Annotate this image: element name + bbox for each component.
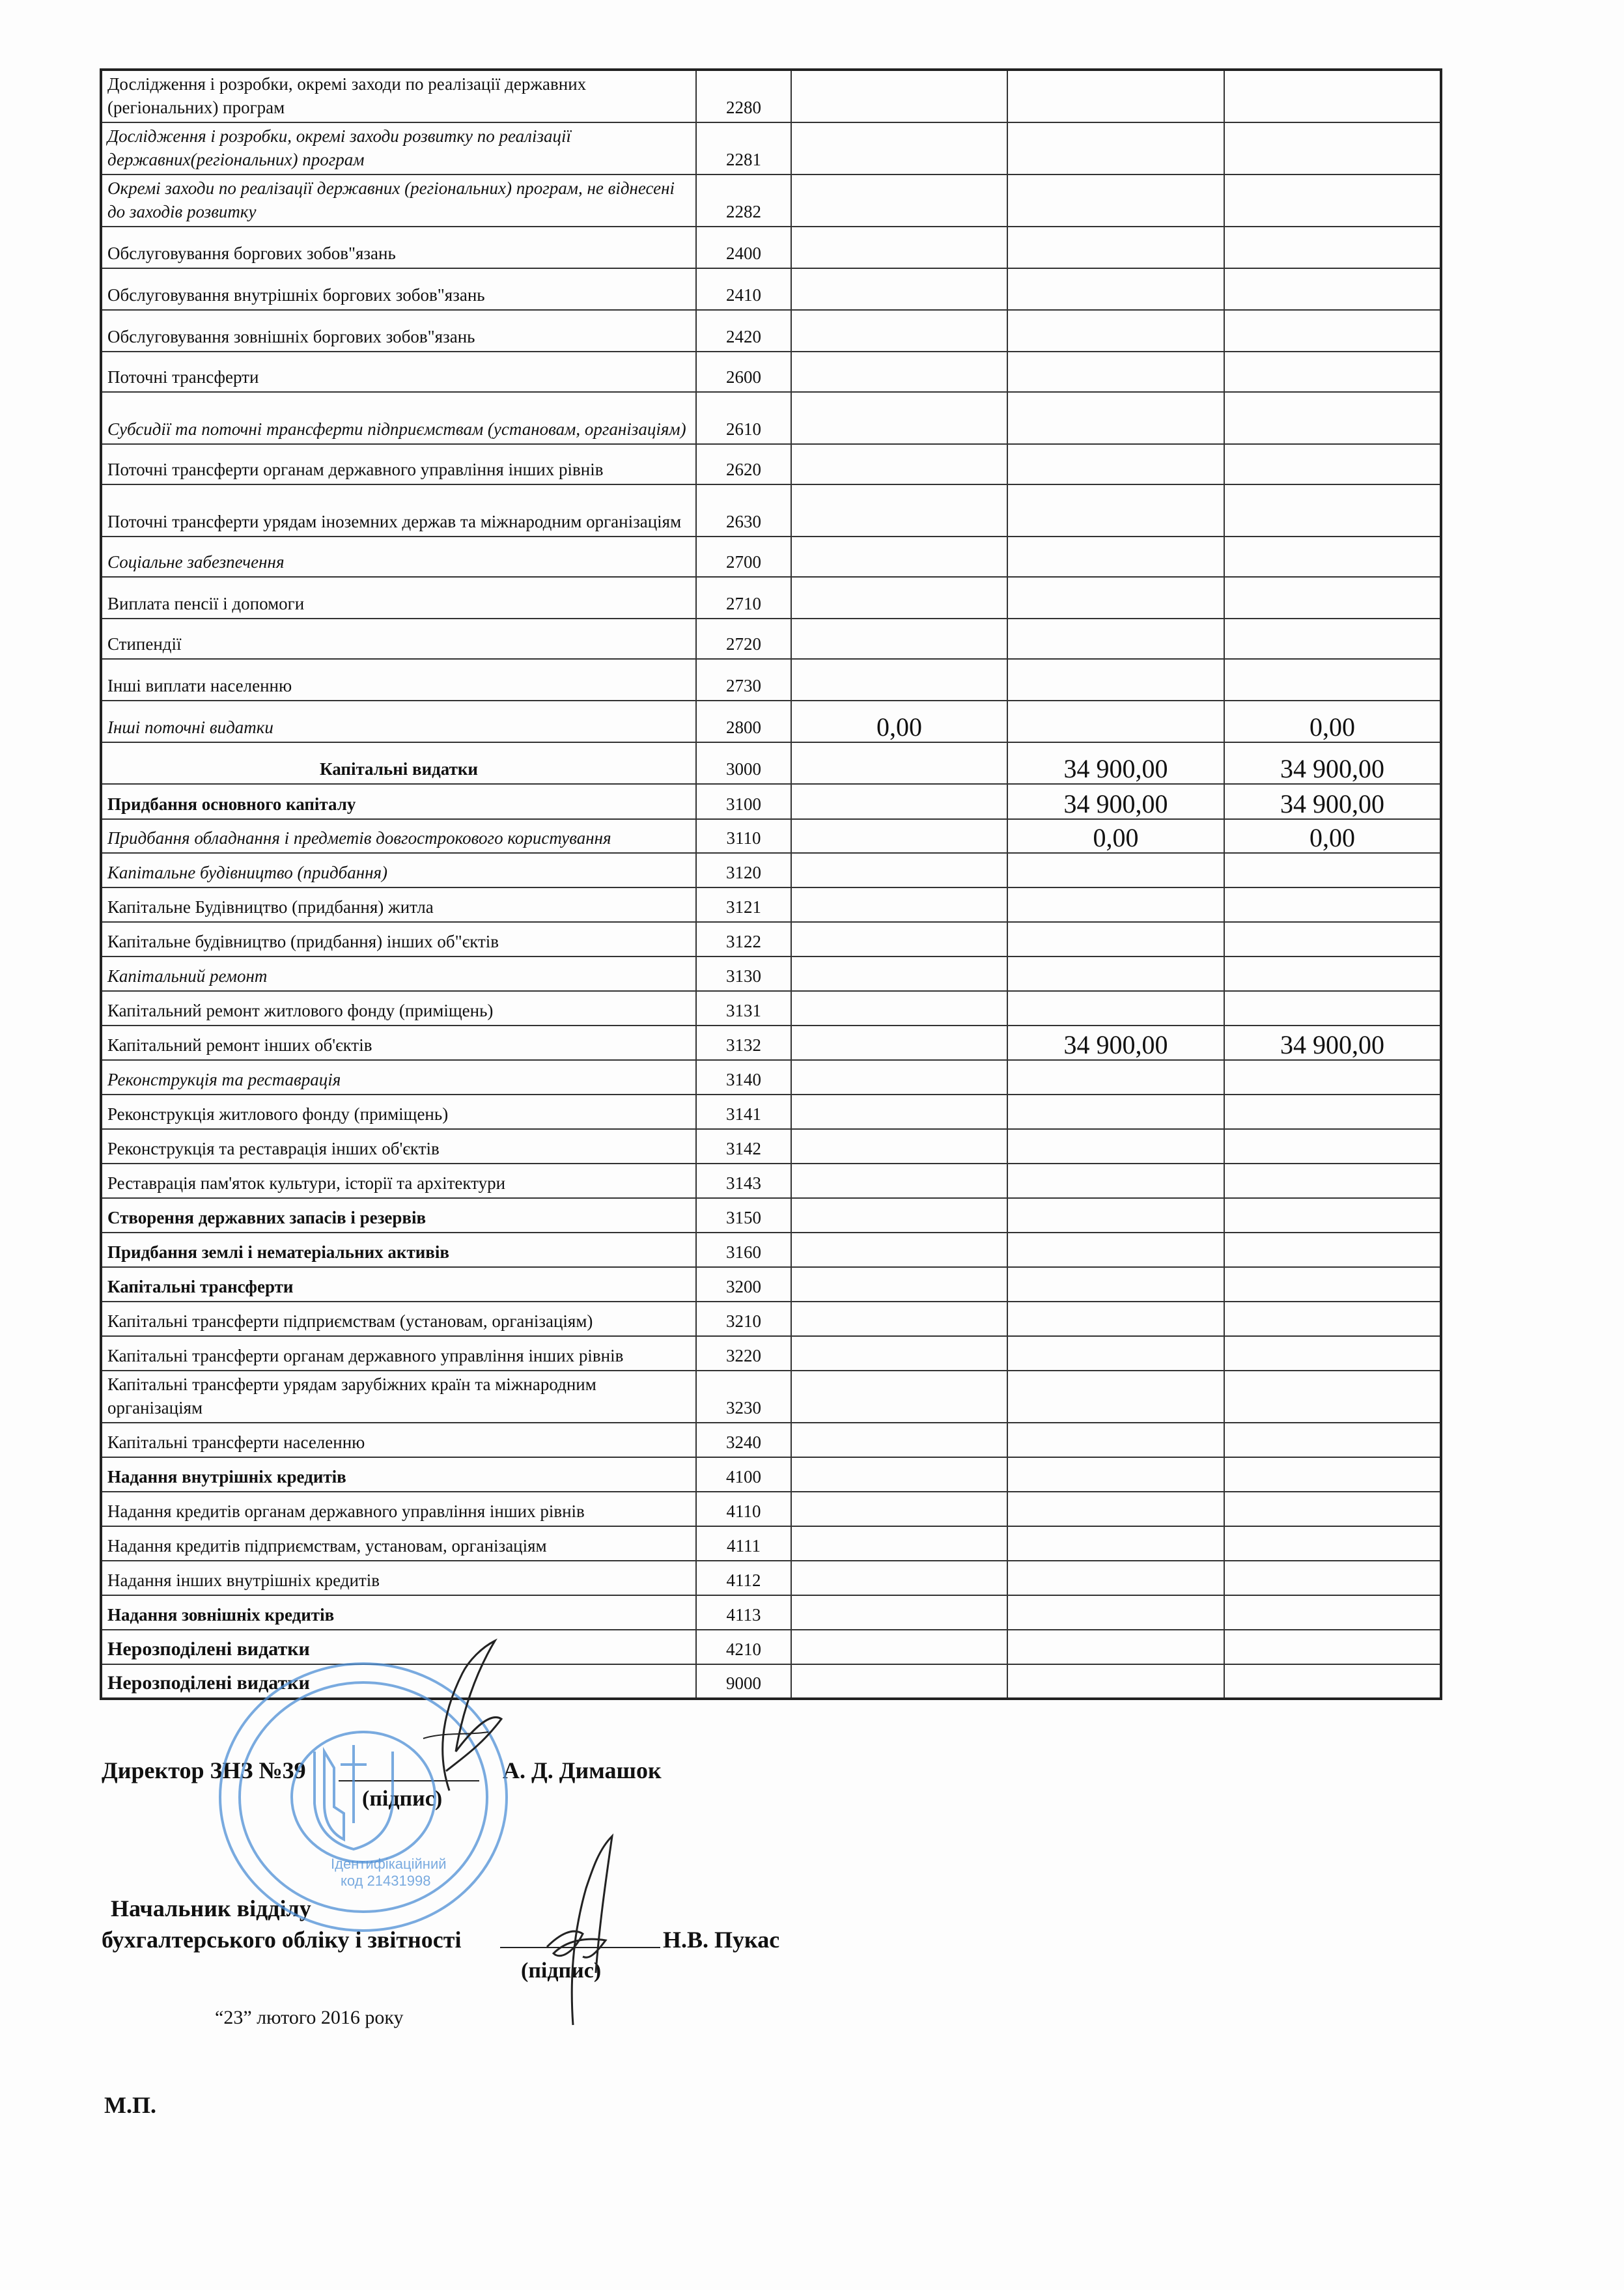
row-value-col1 <box>791 659 1007 701</box>
row-name: Реконструкція та реставрація <box>101 1060 696 1095</box>
row-value-col3 <box>1224 1302 1441 1336</box>
row-name: Надання кредитів органам державного управління інших рівнів <box>101 1492 696 1526</box>
table-row <box>101 853 1441 887</box>
row-value-col2: 34 900,00 <box>1007 1026 1224 1060</box>
row-code: 3160 <box>696 1233 791 1267</box>
row-value-col3 <box>1224 268 1441 310</box>
row-name: Капітальні трансферти урядам зарубіжних країн та міжнародним організаціям <box>101 1371 696 1423</box>
table-row <box>101 701 1441 742</box>
table-row <box>101 70 1441 122</box>
row-code: 3131 <box>696 991 791 1026</box>
row-code: 2610 <box>696 392 791 444</box>
row-value-col3 <box>1224 659 1441 701</box>
document-date: “23” лютого 2016 року <box>215 2007 404 2028</box>
row-name: Обслуговування зовнішніх боргових зобов"язань <box>101 310 696 352</box>
row-value-col3 <box>1224 1129 1441 1164</box>
row-value-col2 <box>1007 659 1224 701</box>
signature-label-head: (підпис) <box>521 1959 602 1983</box>
row-value-col1 <box>791 1457 1007 1492</box>
table-row <box>101 392 1441 444</box>
row-value-col1 <box>791 577 1007 619</box>
row-value-col1: 0,00 <box>791 701 1007 742</box>
row-value-col3: 0,00 <box>1224 701 1441 742</box>
row-value-col1 <box>791 537 1007 577</box>
table-row <box>101 956 1441 991</box>
row-name: Виплата пенсії і допомоги <box>101 577 696 619</box>
row-value-col2 <box>1007 392 1224 444</box>
row-code: 3110 <box>696 819 791 853</box>
row-code: 4100 <box>696 1457 791 1492</box>
row-value-col3 <box>1224 887 1441 922</box>
row-value-col2 <box>1007 1267 1224 1302</box>
row-value-col2 <box>1007 1457 1224 1492</box>
row-value-col2 <box>1007 444 1224 484</box>
row-code: 3200 <box>696 1267 791 1302</box>
row-value-col1 <box>791 1302 1007 1336</box>
table-row <box>101 352 1441 392</box>
table-row <box>101 819 1441 853</box>
row-value-col2 <box>1007 1664 1224 1699</box>
row-code: 4112 <box>696 1561 791 1595</box>
row-value-col1 <box>791 1060 1007 1095</box>
row-value-col3: 34 900,00 <box>1224 784 1441 819</box>
row-name: Надання внутрішніх кредитів <box>101 1457 696 1492</box>
row-value-col3 <box>1224 444 1441 484</box>
row-name: Стипендії <box>101 619 696 659</box>
row-code: 2710 <box>696 577 791 619</box>
row-code: 2620 <box>696 444 791 484</box>
row-value-col1 <box>791 70 1007 122</box>
row-value-col3 <box>1224 392 1441 444</box>
table-row <box>101 268 1441 310</box>
row-code: 3120 <box>696 853 791 887</box>
row-value-col1 <box>791 1371 1007 1423</box>
row-value-col1 <box>791 1336 1007 1371</box>
row-value-col2 <box>1007 268 1224 310</box>
row-name: Надання інших внутрішніх кредитів <box>101 1561 696 1595</box>
row-value-col1 <box>791 1129 1007 1164</box>
row-code: 2280 <box>696 70 791 122</box>
row-value-col3 <box>1224 1371 1441 1423</box>
row-code: 9000 <box>696 1664 791 1699</box>
row-name: Соціальне забезпечення <box>101 537 696 577</box>
signature-label-director: (підпис) <box>362 1787 443 1811</box>
row-name: Нерозподілені видатки <box>101 1630 696 1664</box>
row-value-col3 <box>1224 956 1441 991</box>
row-value-col2 <box>1007 922 1224 956</box>
row-value-col1 <box>791 1561 1007 1595</box>
row-code: 2600 <box>696 352 791 392</box>
row-value-col1 <box>791 1026 1007 1060</box>
row-value-col3 <box>1224 1060 1441 1095</box>
row-code: 2720 <box>696 619 791 659</box>
row-value-col2 <box>1007 537 1224 577</box>
row-value-col1 <box>791 956 1007 991</box>
row-code: 2800 <box>696 701 791 742</box>
row-value-col2 <box>1007 1492 1224 1526</box>
row-name: Створення державних запасів і резервів <box>101 1198 696 1233</box>
table-row <box>101 887 1441 922</box>
table-row <box>101 784 1441 819</box>
row-value-col3 <box>1224 484 1441 537</box>
row-value-col3 <box>1224 352 1441 392</box>
row-value-col2 <box>1007 1060 1224 1095</box>
table-row <box>101 1595 1441 1630</box>
row-value-col3 <box>1224 175 1441 227</box>
row-value-col3: 34 900,00 <box>1224 1026 1441 1060</box>
table-row <box>101 1423 1441 1457</box>
row-value-col3 <box>1224 227 1441 268</box>
row-value-col1 <box>791 1595 1007 1630</box>
row-name: Обслуговування боргових зобов"язань <box>101 227 696 268</box>
row-code: 3141 <box>696 1095 791 1129</box>
head-title-line1: Начальник відділу <box>111 1895 311 1921</box>
row-name: Надання кредитів підприємствам, установам, організаціям <box>101 1526 696 1561</box>
row-value-col2 <box>1007 1302 1224 1336</box>
row-value-col2 <box>1007 175 1224 227</box>
row-value-col2 <box>1007 701 1224 742</box>
table-row <box>101 310 1441 352</box>
row-code: 3132 <box>696 1026 791 1060</box>
table-row <box>101 444 1441 484</box>
row-value-col1 <box>791 1526 1007 1561</box>
budget-expenditure-table <box>100 68 1442 1700</box>
row-value-col2: 34 900,00 <box>1007 784 1224 819</box>
row-code: 3210 <box>696 1302 791 1336</box>
row-value-col1 <box>791 991 1007 1026</box>
row-value-col2 <box>1007 991 1224 1026</box>
row-code: 2420 <box>696 310 791 352</box>
row-code: 3143 <box>696 1164 791 1198</box>
row-value-col2 <box>1007 619 1224 659</box>
row-name: Дослідження і розробки, окремі заходи розвитку по реалізації державних(регіональних) програм <box>101 122 696 175</box>
row-value-col1 <box>791 1233 1007 1267</box>
row-value-col1 <box>791 1198 1007 1233</box>
row-name: Поточні трансферти <box>101 352 696 392</box>
row-value-col3 <box>1224 537 1441 577</box>
row-value-col1 <box>791 310 1007 352</box>
row-value-col3 <box>1224 1095 1441 1129</box>
row-value-col3 <box>1224 853 1441 887</box>
row-value-col2 <box>1007 956 1224 991</box>
row-name: Капітальні видатки <box>101 742 696 784</box>
table-row <box>101 991 1441 1026</box>
table-row <box>101 1302 1441 1336</box>
row-value-col1 <box>791 742 1007 784</box>
row-value-col2 <box>1007 853 1224 887</box>
seal-placeholder-mp: М.П. <box>104 2092 156 2118</box>
table-row <box>101 1164 1441 1198</box>
table-row <box>101 922 1441 956</box>
director-title: Директор ЗНЗ №39 <box>102 1757 306 1783</box>
table-row <box>101 1336 1441 1371</box>
row-code: 2700 <box>696 537 791 577</box>
row-name: Капітальне будівництво (придбання) <box>101 853 696 887</box>
row-code: 4210 <box>696 1630 791 1664</box>
table-row <box>101 122 1441 175</box>
row-code: 4113 <box>696 1595 791 1630</box>
row-name: Капітальні трансферти підприємствам (установам, організаціям) <box>101 1302 696 1336</box>
row-name: Придбання обладнання і предметів довгострокового користування <box>101 819 696 853</box>
row-value-col2 <box>1007 1095 1224 1129</box>
row-value-col3 <box>1224 1526 1441 1561</box>
row-value-col1 <box>791 268 1007 310</box>
row-value-col1 <box>791 352 1007 392</box>
table-row <box>101 659 1441 701</box>
row-value-col2 <box>1007 1164 1224 1198</box>
row-name: Поточні трансферти урядам іноземних держав та міжнародним організаціям <box>101 484 696 537</box>
director-name: А. Д. Димашок <box>503 1757 662 1783</box>
table-row <box>101 1457 1441 1492</box>
row-code: 3100 <box>696 784 791 819</box>
row-code: 2282 <box>696 175 791 227</box>
row-value-col3 <box>1224 1492 1441 1526</box>
table-row <box>101 227 1441 268</box>
row-value-col2 <box>1007 1233 1224 1267</box>
row-value-col1 <box>791 887 1007 922</box>
row-value-col3 <box>1224 70 1441 122</box>
row-value-col1 <box>791 784 1007 819</box>
row-value-col1 <box>791 227 1007 268</box>
row-value-col2 <box>1007 1630 1224 1664</box>
table-row <box>101 1095 1441 1129</box>
row-value-col2 <box>1007 1561 1224 1595</box>
row-name: Реставрація пам'яток культури, історії та архітектури <box>101 1164 696 1198</box>
row-value-col2 <box>1007 122 1224 175</box>
row-name: Придбання основного капіталу <box>101 784 696 819</box>
row-value-col2 <box>1007 70 1224 122</box>
row-value-col3 <box>1224 1423 1441 1457</box>
row-code: 3000 <box>696 742 791 784</box>
row-value-col3 <box>1224 1198 1441 1233</box>
row-code: 3142 <box>696 1129 791 1164</box>
stamp-code-text: Ідентифікаційний <box>331 1856 447 1872</box>
row-value-col1 <box>791 1630 1007 1664</box>
row-value-col3 <box>1224 1164 1441 1198</box>
row-value-col1 <box>791 484 1007 537</box>
table-row <box>101 1060 1441 1095</box>
row-value-col2: 34 900,00 <box>1007 742 1224 784</box>
row-value-col2: 0,00 <box>1007 819 1224 853</box>
row-value-col2 <box>1007 887 1224 922</box>
row-value-col3 <box>1224 310 1441 352</box>
row-name: Капітальні трансферти органам державного управління інших рівнів <box>101 1336 696 1371</box>
row-code: 3240 <box>696 1423 791 1457</box>
row-value-col3: 34 900,00 <box>1224 742 1441 784</box>
row-name: Капітальні трансферти населенню <box>101 1423 696 1457</box>
row-value-col2 <box>1007 227 1224 268</box>
table-row <box>101 175 1441 227</box>
row-code: 3150 <box>696 1198 791 1233</box>
row-value-col3 <box>1224 1336 1441 1371</box>
row-value-col3 <box>1224 1233 1441 1267</box>
director-signature-icon <box>384 1634 534 1797</box>
table-row <box>101 577 1441 619</box>
row-value-col2 <box>1007 1129 1224 1164</box>
row-name: Субсидії та поточні трансферти підприємствам (установам, організаціям) <box>101 392 696 444</box>
row-name: Інші поточні видатки <box>101 701 696 742</box>
row-name: Дослідження і розробки, окремі заходи по реалізації державних (регіональних) програм <box>101 70 696 122</box>
table-row <box>101 1561 1441 1595</box>
table-row <box>101 1492 1441 1526</box>
row-name: Капітальне будівництво (придбання) інших об"єктів <box>101 922 696 956</box>
row-value-col1 <box>791 392 1007 444</box>
row-code: 3220 <box>696 1336 791 1371</box>
row-value-col3 <box>1224 1457 1441 1492</box>
head-name: Н.В. Пукас <box>663 1927 780 1953</box>
row-code: 2400 <box>696 227 791 268</box>
row-name: Поточні трансферти органам державного управління інших рівнів <box>101 444 696 484</box>
row-name: Придбання землі і нематеріальних активів <box>101 1233 696 1267</box>
table-row <box>101 1526 1441 1561</box>
row-code: 4111 <box>696 1526 791 1561</box>
row-value-col2 <box>1007 1336 1224 1371</box>
row-name: Інші виплати населенню <box>101 659 696 701</box>
row-value-col3 <box>1224 922 1441 956</box>
row-value-col1 <box>791 819 1007 853</box>
table-row <box>101 484 1441 537</box>
row-name: Капітальний ремонт житлового фонду (приміщень) <box>101 991 696 1026</box>
row-code: 3121 <box>696 887 791 922</box>
head-signature-icon <box>534 1823 625 2032</box>
table-row <box>101 1198 1441 1233</box>
row-value-col3 <box>1224 1630 1441 1664</box>
row-name: Реконструкція житлового фонду (приміщень) <box>101 1095 696 1129</box>
table-row <box>101 742 1441 784</box>
row-value-col1 <box>791 1095 1007 1129</box>
row-value-col3 <box>1224 122 1441 175</box>
row-name: Надання зовнішніх кредитів <box>101 1595 696 1630</box>
row-code: 3230 <box>696 1371 791 1423</box>
row-value-col3 <box>1224 1664 1441 1699</box>
row-value-col3: 0,00 <box>1224 819 1441 853</box>
row-value-col2 <box>1007 577 1224 619</box>
row-value-col3 <box>1224 619 1441 659</box>
row-code: 4110 <box>696 1492 791 1526</box>
row-name: Капітальний ремонт <box>101 956 696 991</box>
svg-text:код 21431998: код 21431998 <box>341 1873 431 1889</box>
row-value-col1 <box>791 1664 1007 1699</box>
row-value-col2 <box>1007 1423 1224 1457</box>
row-value-col2 <box>1007 310 1224 352</box>
row-code: 2630 <box>696 484 791 537</box>
row-value-col1 <box>791 122 1007 175</box>
row-value-col2 <box>1007 1595 1224 1630</box>
table-row <box>101 619 1441 659</box>
table-row <box>101 1129 1441 1164</box>
row-code: 3140 <box>696 1060 791 1095</box>
head-title-line2: бухгалтерського обліку і звітності <box>102 1927 462 1953</box>
row-value-col3 <box>1224 577 1441 619</box>
row-value-col1 <box>791 1423 1007 1457</box>
row-value-col1 <box>791 1164 1007 1198</box>
row-value-col3 <box>1224 1561 1441 1595</box>
row-code: 3130 <box>696 956 791 991</box>
table-row <box>101 537 1441 577</box>
row-name: Капітальні трансферти <box>101 1267 696 1302</box>
row-value-col2 <box>1007 1198 1224 1233</box>
row-value-col3 <box>1224 1595 1441 1630</box>
row-value-col2 <box>1007 352 1224 392</box>
row-value-col2 <box>1007 1371 1224 1423</box>
row-name: Нерозподілені видатки <box>101 1664 696 1699</box>
row-name: Реконструкція та реставрація інших об'єктів <box>101 1129 696 1164</box>
row-value-col1 <box>791 175 1007 227</box>
row-code: 2281 <box>696 122 791 175</box>
row-value-col1 <box>791 444 1007 484</box>
table-row <box>101 1233 1441 1267</box>
row-value-col2 <box>1007 1526 1224 1561</box>
table-row <box>101 1371 1441 1423</box>
table-row <box>101 1026 1441 1060</box>
row-value-col3 <box>1224 991 1441 1026</box>
row-value-col2 <box>1007 484 1224 537</box>
row-value-col1 <box>791 922 1007 956</box>
row-value-col3 <box>1224 1267 1441 1302</box>
row-name: Капітальне Будівництво (придбання) житла <box>101 887 696 922</box>
row-value-col1 <box>791 853 1007 887</box>
table-row <box>101 1267 1441 1302</box>
row-name: Обслуговування внутрішніх боргових зобов"язань <box>101 268 696 310</box>
row-code: 3122 <box>696 922 791 956</box>
row-code: 2410 <box>696 268 791 310</box>
row-value-col1 <box>791 1492 1007 1526</box>
row-name: Окремі заходи по реалізації державних (регіональних) програм, не віднесені до заходів розвитку <box>101 175 696 227</box>
row-name: Капітальний ремонт інших об'єктів <box>101 1026 696 1060</box>
row-value-col1 <box>791 619 1007 659</box>
row-value-col1 <box>791 1267 1007 1302</box>
row-code: 2730 <box>696 659 791 701</box>
